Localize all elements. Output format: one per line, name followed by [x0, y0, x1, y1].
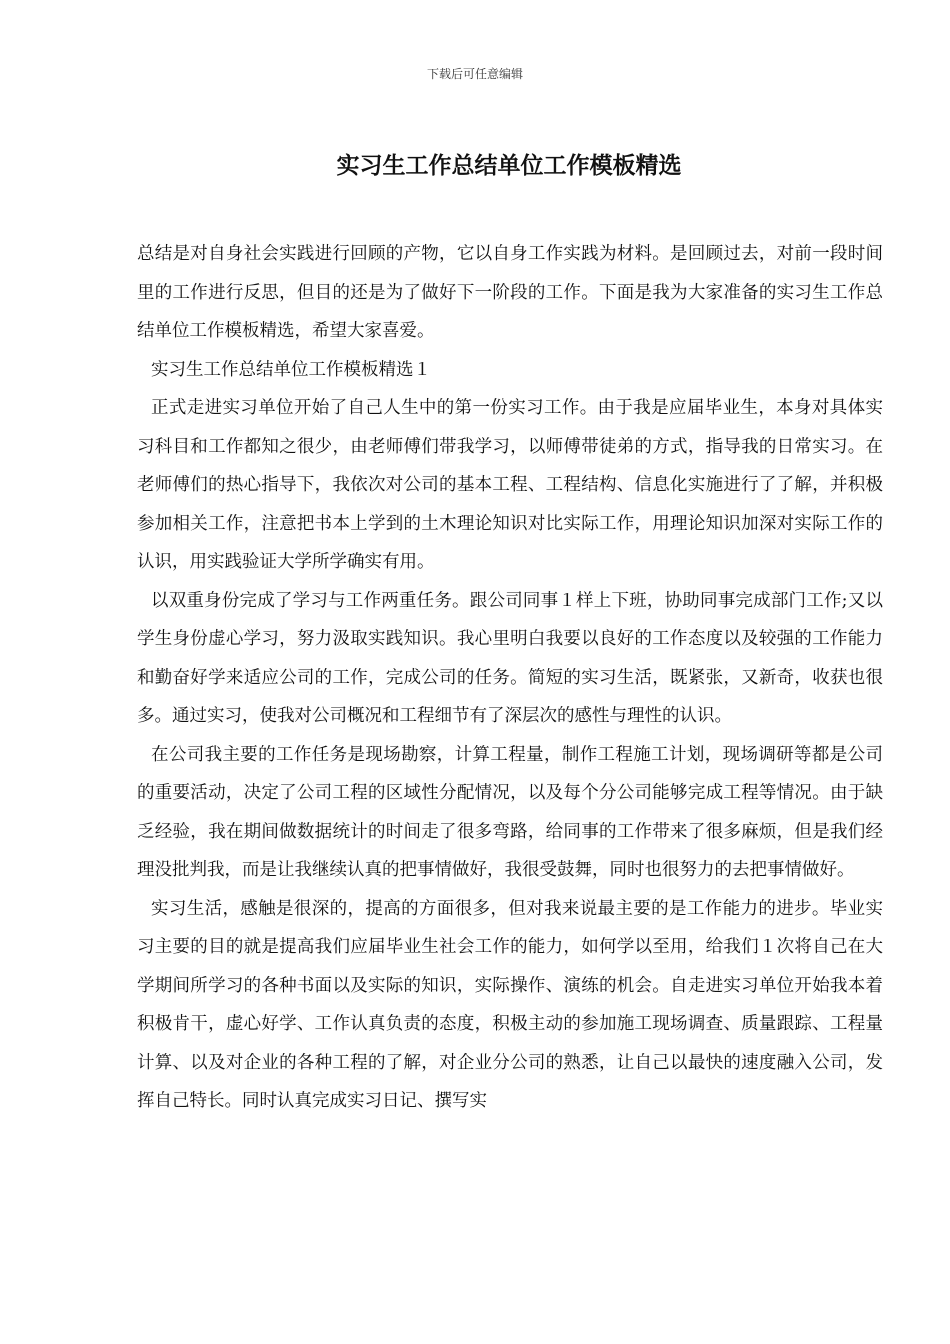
body-paragraph: 实习生活，感触是很深的，提高的方面很多，但对我来说最主要的是工作能力的进步。毕业实习主要的目的就是提高我们应届毕业生社会工作的能力，如何学以至用，给我们１次将自己在大学期间所学习的各种书面以及实际的知识，实际操作、演练的机会。自走进实习单位开始我本着积极肯干，虚心好学、工作认真负责的态度，积极主动的参加施工现场调查、质量跟踪、工程量计算、以及对企业的各种工程的了解，对企业分公司的熟悉，让自己以最快的速度融入公司，发挥自己特长。同时认真完成实习日记、撰写实	[137, 898, 883, 1111]
section-heading: 实习生工作总结单位工作模板精选１	[151, 359, 431, 380]
body-paragraph: 以双重身份完成了学习与工作两重任务。跟公司同事１样上下班，协助同事完成部门工作;又以学生身份虚心学习，努力汲取实践知识。我心里明白我要以良好的工作态度以及较强的工作能力和勤奋好学来适应公司的工作，完成公司的任务。简短的实习生活，既紧张，又新奇，收获也很多。通过实习，使我对公司概况和工程细节有了深层次的感性与理性的认识。	[137, 590, 883, 726]
body-paragraph: 在公司我主要的工作任务是现场勘察，计算工程量，制作工程施工计划，现场调研等都是公司的重要活动，决定了公司工程的区域性分配情况，以及每个分公司能够完成工程等情况。由于缺乏经验，我在期间做数据统计的时间走了很多弯路，给同事的工作带来了很多麻烦，但是我们经理没批判我，而是让我继续认真的把事情做好，我很受鼓舞，同时也很努力的去把事情做好。	[137, 744, 883, 880]
document-body	[137, 235, 883, 1121]
body-paragraph: 正式走进实习单位开始了自己人生中的第一份实习工作。由于我是应届毕业生，本身对具体实习科目和工作都知之很少，由老师傅们带我学习，以师傅带徒弟的方式，指导我的日常实习。在老师傅们的热心指导下，我依次对公司的基本工程、工程结构、信息化实施进行了了解，并积极参加相关工作，注意把书本上学到的土木理论知识对比实际工作，用理论知识加深对实际工作的认识，用实践验证大学所学确实有用。	[137, 398, 883, 572]
header-note: 下载后可任意编辑	[426, 67, 523, 81]
intro-paragraph: 总结是对自身社会实践进行回顾的产物，它以自身工作实践为材料。是回顾过去，对前一段时间里的工作进行反思，但目的还是为了做好下一阶段的工作。下面是我为大家准备的实习生工作总结单位工作模板精选，希望大家喜爱。	[137, 244, 883, 341]
document-title: 实习生工作总结单位工作模板精选	[336, 153, 682, 179]
